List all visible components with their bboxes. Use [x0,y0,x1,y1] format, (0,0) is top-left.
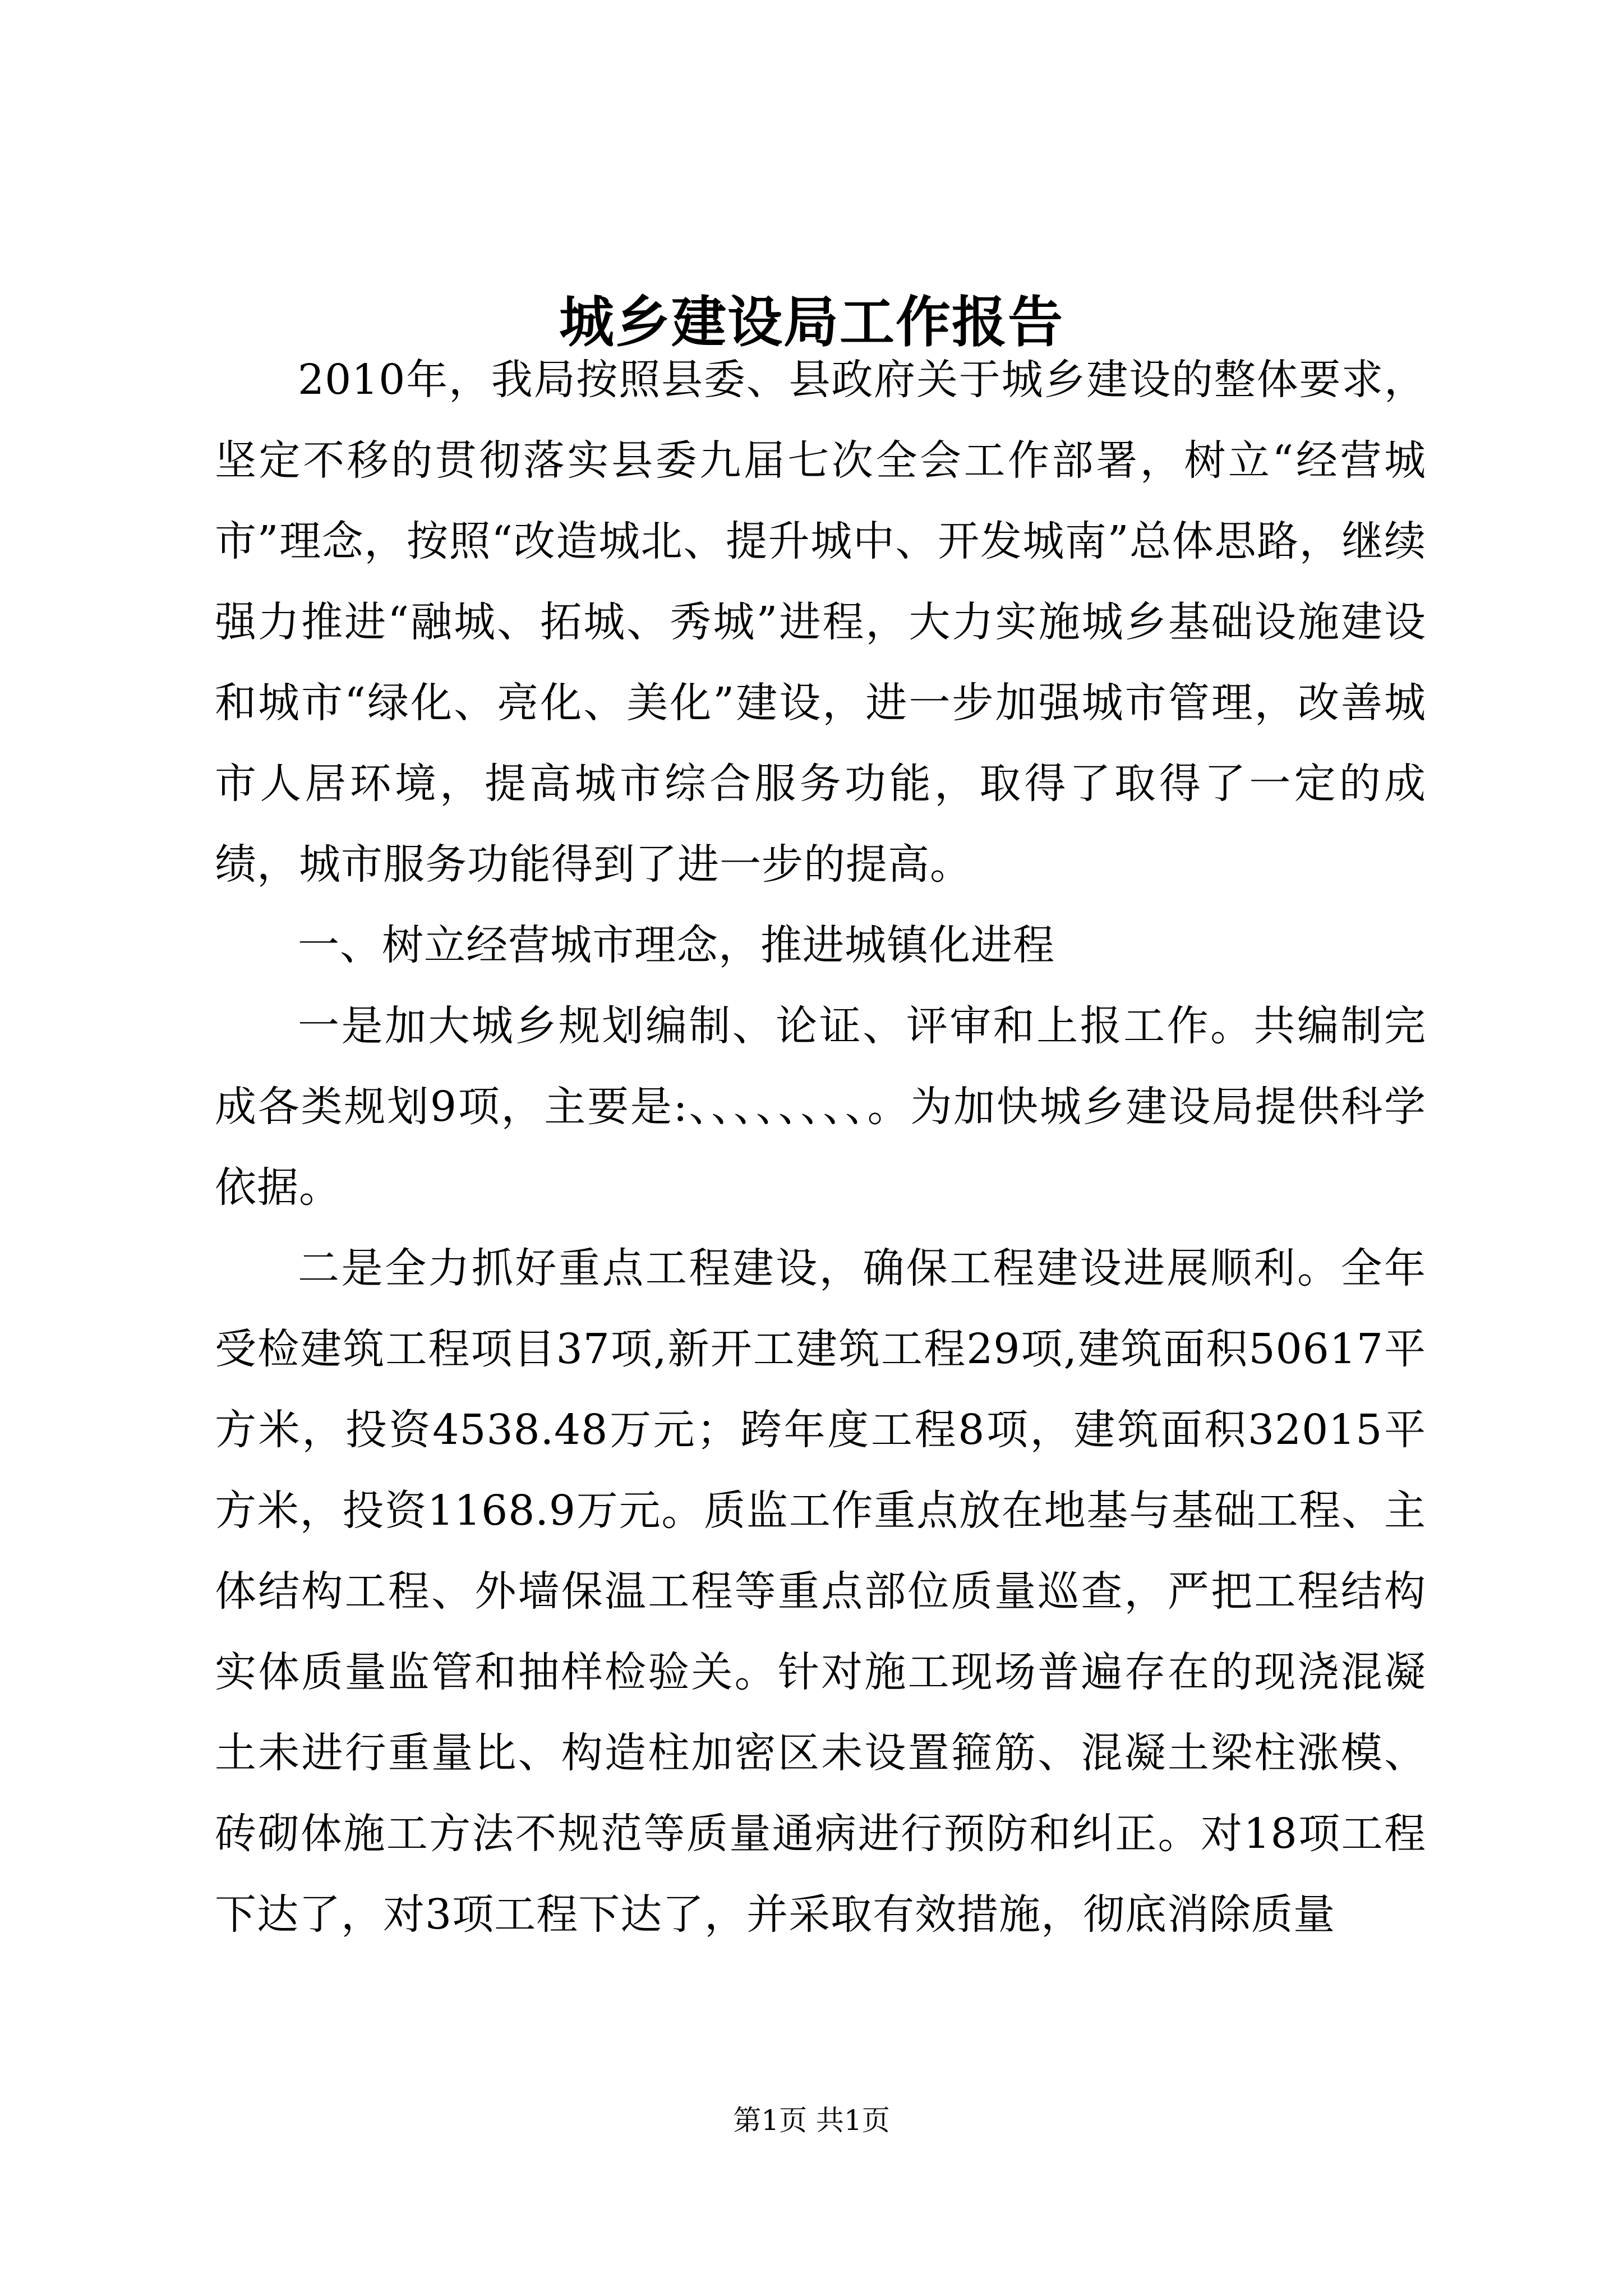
document-title: 城乡建设局工作报告 [559,290,1064,355]
paragraph-key-projects: 二是全力抓好重点工程建设，确保工程建设进展顺利。全年受检建筑工程项目37项,新开工建筑工程29项,建筑面积50617平方米，投资4538.48万元；跨年度工程8项，建筑面积32015平方米，投资1168.9万元。质监工作重点放在地基与基础工程、主体结构工程、外墙保温工程等重点部位质量巡查，严把工程结构实体质量监管和抽样检验关。针对施工现场普遍存在的现浇混凝土未进行重量比、构造柱加密区未设置箍筋、混凝土梁柱涨模、砖砌体施工方法不规范等质量通病进行预防和纠正。对18项工程下达了，对3项工程下达了，并采取有效措施，彻底消除质量 [215,1244,1426,1939]
section-heading-1: 一、树立经营城市理念，推进城镇化进程 [298,921,1055,969]
paragraph-planning: 一是加大城乡规划编制、论证、评审和上报工作。共编制完成各类规划9项，主要是:、、、、、、、、。为加快城乡建设局提供科学依据。 [215,1002,1426,1212]
paragraph-intro: 2010年，我局按照县委、县政府关于城乡建设的整体要求，坚定不移的贯彻落实县委九届七次全会工作部署，树立“经营城市”理念，按照“改造城北、提升城中、开发城南”总体思路，继续强力推进“融城、拓城、秀城”进程，大力实施城乡基础设施建设和城市“绿化、亮化、美化”建设，进一步加强城市管理，改善城市人居环境，提高城市综合服务功能，取得了取得了一定的成绩，城市服务功能得到了进一步的提高。 [215,356,1426,889]
page-footer: 第1页 共1页 [733,2104,890,2137]
document-body [215,339,1426,1955]
